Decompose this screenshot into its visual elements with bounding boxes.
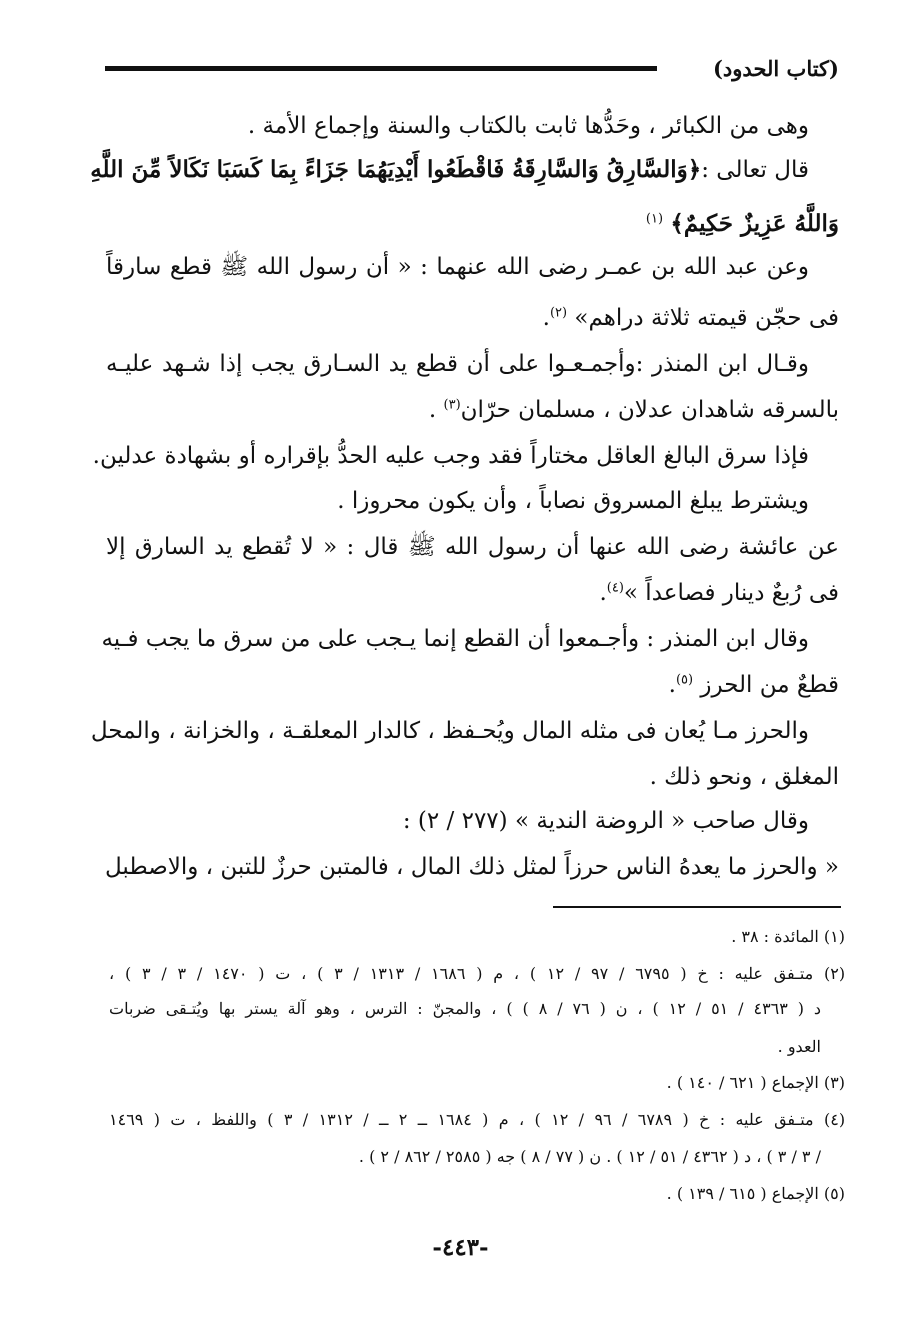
hadith-text: فى حجّن قيمته ثلاثة دراهم»	[574, 305, 839, 331]
body-line: عن عائشة رضى الله عنها أن رسول الله ﷺ قال : « لا تُقطع يد السارق إلا	[106, 534, 839, 560]
footnote-4-cont: / ٣ / ٣ ) ، د ( ٤٣٦٢ / ٥١ / ١٢ ) . ن ( ٧٧ / ٨ ) جه ( ٢٥٨٥ / ٨٦٢ / ٢ ) .	[358, 1147, 821, 1166]
quran-verse: ﴿وَالسَّارِقُ وَالسَّارِقَةُ فَاقْطَعُوا أَيْدِيَهُمَا جَزَاءً بِمَا كَسَبَا نَكَالاً مِّنَ اللَّهِ	[90, 156, 702, 183]
body-line: ويشترط يبلغ المسروق نصاباً ، وأن يكون محروزا .	[337, 488, 809, 514]
footnote-2: (٢) متـفق عليه : خ ( ٦٧٩٥ / ٩٧ / ١٢ ) ، م ( ١٦٨٦ / ١٣١٣ / ٣ ) ، ت ( ١٤٧٠ / ٣ / ٣ ) ،	[109, 964, 846, 983]
running-header-title: (كتاب الحدود)	[713, 56, 839, 81]
body-line: وهى من الكبائر ، وحَدُّها ثابت بالكتاب والسنة وإجماع الأمة .	[247, 113, 809, 139]
footnote-4: (٤) متـفق عليه : خ ( ٦٧٨٩ / ٩٦ / ١٢ ) ، م ( ١٦٨٤ ــ ٢ ــ / ١٣١٢ / ٣ ) واللفظ ، ت ( ١٤٦٩	[109, 1110, 846, 1129]
verse-line	[90, 155, 809, 185]
body-line: وقال صاحب « الروضة الندية » (٢٧٧ / ٢) :	[402, 808, 809, 834]
header-rule	[105, 66, 657, 71]
body-line: وقال ابن المنذر : وأجـمعوا أن القطع إنما يـجب على من سرق ما يجب فـيه	[101, 626, 809, 652]
footnote-ref: (٤)	[606, 580, 624, 596]
body-line: والحرز مـا يُعان فى مثله المال ويُحـفظ ، كالدار المعلقـة ، والخزانة ، والمحل	[90, 718, 809, 744]
footnote-1: (١) المائدة : ٣٨ .	[731, 927, 845, 946]
body-line: قطعٌ من الحرز $^{(٥)}$.	[668, 672, 839, 698]
page-number: -٤٤٣-	[432, 1234, 489, 1261]
verse-intro: قال تعالى :	[701, 157, 809, 183]
body-line: وعن عبد الله بن عمـر رضى الله عنهما : « أن رسول الله ﷺ قطع سارقاً	[106, 254, 809, 280]
footnote-3: (٣) الإجماع ( ٦٢١ / ١٤٠ ) .	[666, 1073, 845, 1092]
body-line: المغلق ، ونحو ذلك .	[649, 764, 839, 790]
body-line: وقـال ابن المنذر :وأجمـعـوا على أن قطع يد السـارق يجب إذا شـهد عليـه	[106, 351, 809, 377]
footnote-ref: (٣)	[443, 397, 461, 413]
quote-line: « والحرز ما يعدهُ الناس حرزاً لمثل ذلك المال ، فالمتبن حرزٌ للتبن ، والاصطبل	[104, 854, 839, 880]
footnote-5: (٥) الإجماع ( ٦١٥ / ١٣٩ ) .	[666, 1184, 845, 1203]
footnote-ref: (١)	[645, 211, 664, 227]
footnote-2-cont: د ( ٤٣٦٣ / ٥١ / ١٢ ) ، ن ( ٧٦ / ٨ ) ) ، والمجنّ : الترس ، وهو آلة يستر بها ويُتـقى ضربات	[109, 999, 822, 1018]
quran-verse: وَاللَّهُ عَزِيزٌ حَكِيمٌ﴾	[670, 210, 839, 237]
body-line: فى حجّن قيمته ثلاثة دراهم» $^{(٢)}$.	[542, 305, 839, 331]
body-line: فإذا سرق البالغ العاقل مختاراً فقد وجب عليه الحدُّ بإقراره أو بشهادة عدلين.	[92, 443, 809, 469]
footnote-ref: (٥)	[675, 672, 694, 688]
verse-line	[106, 209, 839, 239]
body-line: بالسرقه شاهدان عدلان ، مسلمان حرّان$^{(٣)}$ .	[428, 397, 839, 423]
footnote-rule	[553, 906, 841, 908]
body-line: فى رُبعٌ دينار فصاعداً »$^{(٤)}$.	[599, 580, 839, 606]
footnote-2-cont: العدو .	[777, 1037, 821, 1056]
footnote-ref: (٢)	[549, 305, 568, 321]
